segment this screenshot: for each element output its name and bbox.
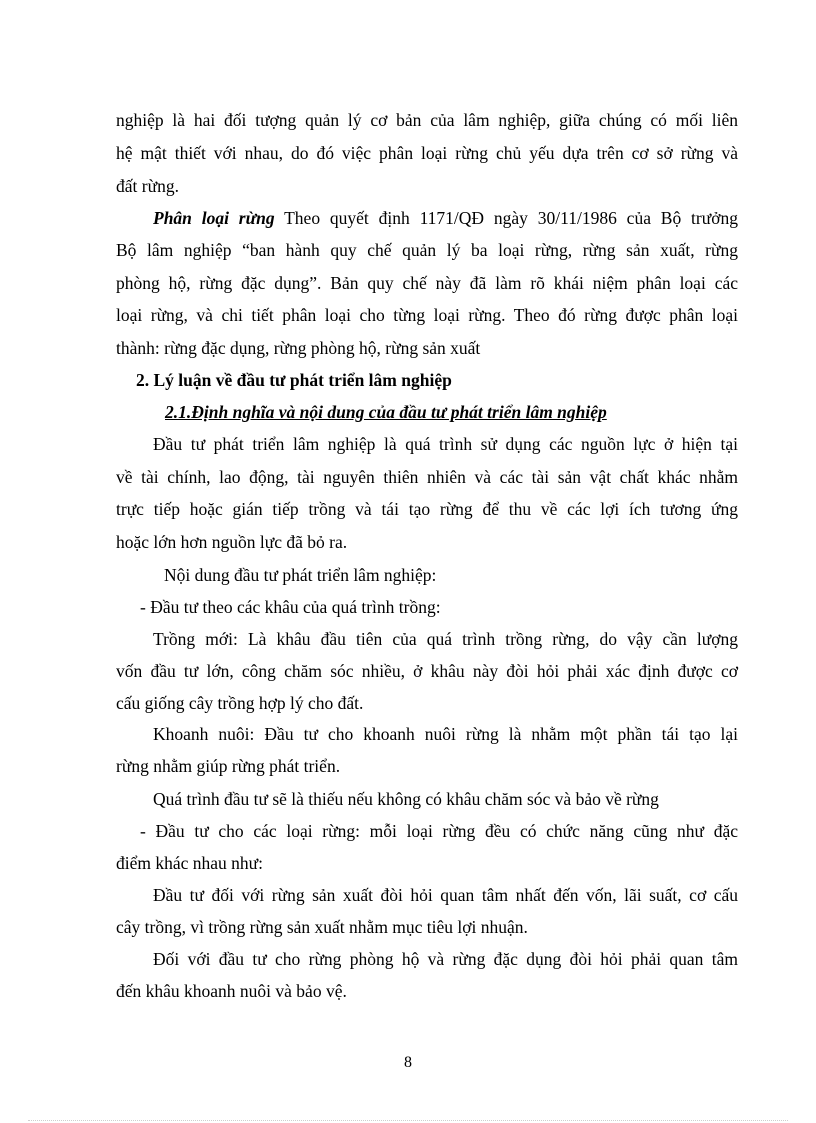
body-line: vốn đầu tư lớn, công chăm sóc nhiều, ở khâu này đòi hỏi phải xác định được cơ	[116, 661, 738, 681]
body-line: Trồng mới: Là khâu đầu tiên của quá trình trồng rừng, do vậy cần lượng	[153, 629, 738, 649]
body-line: đến khâu khoanh nuôi và bảo vệ.	[116, 981, 347, 1001]
body-line: cấu giống cây trồng hợp lý cho đất.	[116, 693, 364, 713]
body-line: thành: rừng đặc dụng, rừng phòng hộ, rừng sản xuất	[116, 338, 481, 358]
body-line: Khoanh nuôi: Đầu tư cho khoanh nuôi rừng là nhằm một phần tái tạo lại	[153, 724, 738, 744]
body-line: điểm khác nhau như:	[116, 853, 264, 873]
body-line: Đầu tư phát triển lâm nghiệp là quá trình sử dụng các nguồn lực ở hiện tại	[153, 434, 738, 454]
body-line: về tài chính, lao động, tài nguyên thiên nhiên và các tài sản vật chất khác nhằm	[116, 467, 738, 487]
page-number: 8	[404, 1054, 412, 1071]
bullet-line: - Đầu tư cho các loại rừng: mỗi loại rừng đều có chức năng cũng như đặc	[140, 821, 738, 841]
classification-lead: Phân loại rừng	[153, 208, 275, 228]
bullet-line: - Đầu tư theo các khâu của quá trình trồng:	[140, 597, 441, 617]
body-line: hệ mật thiết với nhau, do đó việc phân loại rừng chủ yếu dựa trên cơ sở rừng và	[116, 143, 738, 163]
subsection-heading: 2.1.Định nghĩa và nội dung của đầu tư phát triển lâm nghiệp	[165, 402, 607, 422]
body-line: nghiệp là hai đối tượng quản lý cơ bản của lâm nghiệp, giữa chúng có mối liên	[116, 110, 738, 130]
classification-paragraph-start	[153, 206, 738, 230]
body-line: Đầu tư đối với rừng sản xuất đòi hỏi quan tâm nhất đến vốn, lãi suất, cơ cấu	[153, 885, 738, 905]
body-line: Quá trình đầu tư sẽ là thiếu nếu không có khâu chăm sóc và bảo về rừng	[153, 789, 659, 809]
body-line: trực tiếp hoặc gián tiếp trồng và tái tạo rừng để thu về các lợi ích tương ứng	[116, 499, 738, 519]
body-line: hoặc lớn hơn nguồn lực đã bỏ ra.	[116, 532, 348, 552]
body-line: loại rừng, và chi tiết phân loại cho từng loại rừng. Theo đó rừng được phân loại	[116, 305, 738, 325]
body-line: Đối với đầu tư cho rừng phòng hộ và rừng đặc dụng đòi hỏi phải quan tâm	[153, 949, 738, 969]
body-line: Bộ lâm nghiệp “ban hành quy chế quản lý ba loại rừng, rừng sản xuất, rừng	[116, 240, 738, 260]
page-bottom-divider	[28, 1120, 788, 1121]
body-line: cây trồng, vì trồng rừng sản xuất nhằm mục tiêu lợi nhuận.	[116, 917, 528, 937]
section-heading: 2. Lý luận về đầu tư phát triển lâm nghiệp	[136, 370, 452, 390]
body-line: rừng nhằm giúp rừng phát triển.	[116, 756, 341, 776]
body-line: đất rừng.	[116, 176, 179, 196]
body-line: phòng hộ, rừng đặc dụng”. Bản quy chế này đã làm rõ khái niệm phân loại các	[116, 273, 738, 293]
body-line: Nội dung đầu tư phát triển lâm nghiệp:	[164, 565, 437, 585]
classification-rest: Theo quyết định 1171/QĐ ngày 30/11/1986 của Bộ trưởng	[274, 208, 738, 228]
